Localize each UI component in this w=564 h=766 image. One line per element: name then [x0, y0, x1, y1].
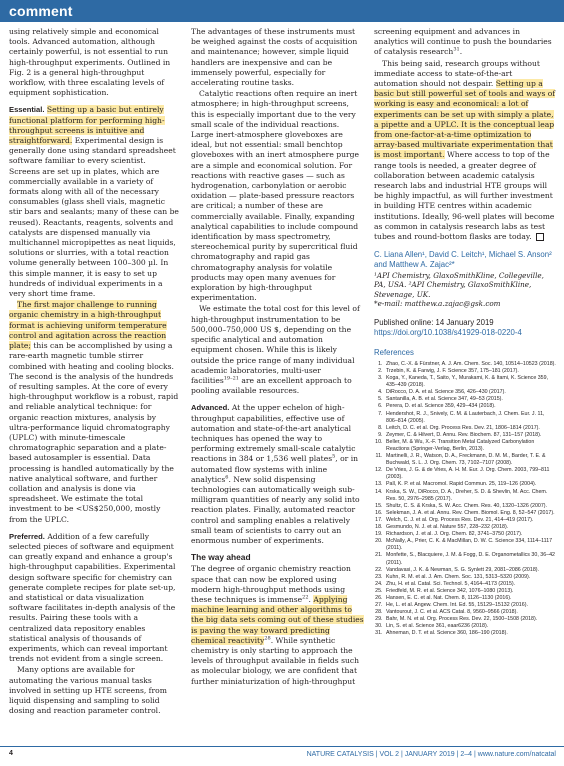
reference-item: 31. Ahneman, D. T. et al. Science 360, 186–190 (2018).: [384, 630, 556, 637]
paragraph: Many options are available for automating the various manual tasks involved in setting up HTE screens, from liquid dispensing and sampling to solid dosing and reaction parameter control.: [9, 665, 167, 716]
reference-item: 30. Lin, S. et al. Science 361, eaar6236 (2018).: [384, 623, 556, 630]
highlight: Applying machine learning and other algorithms to the big data sets coming out of these studies is paving the way toward predicting chemical reactivity: [191, 594, 364, 645]
citation: 19–21: [223, 375, 239, 382]
page-footer: [0, 746, 564, 761]
reference-item: 29. Bahr, M. N. et al. Org. Process Res. Dev. 22, 1500–1508 (2018).: [384, 616, 556, 623]
reference-item: 13. Pall, K. P. et al. Macromol. Rapid Commun. 25, 119–126 (2004).: [384, 481, 556, 488]
citation: 5: [332, 453, 336, 460]
text: The degree of organic chemistry reaction space that can now be explored using modern high-throughput methods using these techniques is immense: [191, 564, 351, 604]
citation: 6: [225, 474, 229, 481]
paragraph: [191, 304, 364, 396]
reference-item: 8. Leitch, D. C. et al. Org. Process Res. Dev. 21, 1806–1814 (2017).: [384, 425, 556, 432]
text: are an excellent approach to pooling available resources.: [191, 375, 352, 396]
highlight: Setting up a basic but still powerful set of tools and ways of working is easy and economical: a lot of experiments can be set up with simply a plate, a pipette and a UPLC. It is the conceptual leap from one-factor-at-a-time optimization to array-based multivariate experimentation that is most important.: [374, 79, 556, 160]
page-number: 4: [9, 750, 13, 757]
text: , or in automated flow systems with inline analytics: [191, 454, 359, 484]
citation: 28: [264, 635, 271, 642]
text: We estimate the total cost for this level of high-throughput instrumentation to be 500,000–750,000 US $, depending on the specific analytical and automation equipment chosen. While this is likely outside the price range of many individual academic laboratories, multi-user facilities: [191, 304, 360, 385]
text: . While synthetic chemistry is only starting to approach the levels of throughput available in fields such as molecular biology, we are confident that further miniaturization of high-throughput: [191, 635, 359, 686]
journal-info: NATURE CATALYSIS | VOL 2 | JANUARY 2019 | 2–4 | www.nature.com/natcatal: [306, 751, 556, 758]
reference-item: 18. Gesmundo, N. J. et al. Nature 557, 228–232 (2018).: [384, 524, 556, 531]
paragraph: The advantages of these instruments must be weighed against the costs of acquisition and maintenance; however, simple liquid handlers are inexpensive and can be immensely powerful, especially for accelerating routine tasks.: [191, 27, 358, 88]
paragraph: [9, 300, 179, 524]
reference-item: 22. Vandavasi, J. K. & Newman, S. G. Synlett 29, 2081–2086 (2018).: [384, 567, 556, 574]
preferred-lead: Preferred.: [9, 531, 45, 541]
text: screening equipment and advances in analytics will continue to push the boundaries of catalysis research: [374, 27, 552, 57]
citation: 31: [453, 46, 460, 53]
reference-item: 20. McNally, A., Prier, C. K. & MacMillan, D. W. C. Science 334, 1114–1117 (2011).: [384, 538, 556, 552]
publication-info: [374, 318, 556, 338]
reference-item: 5. Santanilla, A. B. et al. Science 347, 49–53 (2015).: [384, 396, 556, 403]
reference-item: 4. DiRocco, D. A. et al. Science 356, 426–430 (2017).: [384, 389, 556, 396]
reference-item: 16. Selekman, J. A. et al. Annu. Rev. Chem. Biomol. Eng. 8, 52–547 (2017).: [384, 510, 556, 517]
paragraph: [191, 564, 364, 686]
reference-item: 23. Kuhn, R. M. et al. J. Am. Chem. Soc. 131, 5313–5320 (2009).: [384, 574, 556, 581]
reference-item: 21. Monfette, S., Blacquiere, J. M. & Fogg, D. E. Organometallics 30, 36–42 (2011).: [384, 552, 556, 566]
text: .: [459, 47, 463, 57]
paragraph: Catalytic reactions often require an inert atmosphere; in high-throughput screens, this is especially important due to the very small scale of the individual reactions. Large inert-atmosphere gloveboxes are ideal, but not essential: small benchtop gloveboxes with an inert atmosphere purge are a simple and economical solution. For reactions with reactive gases — such as hydrogenation, carbonylation or aerobic oxidation — plate-based pressure reactors are critical; a number of these are commercially available. Finally, expanding analytical capabilities to include compound identification by mass spectrometry, stereochemical purity by supercritical fluid chromatography and rapid gas chromatography analysis for volatile products may open many avenues for exploration by high-throughput experimentation.: [191, 89, 359, 303]
essential-lead: Essential.: [9, 105, 45, 115]
reference-item: 12. De Vries, J. G. & de Vries, A. H. M. Eur. J. Org. Chem. 2003, 799–811 (2003).: [384, 467, 556, 481]
reference-item: 15. Shultz, C. S. & Krska, S. W. Acc. Chem. Res. 40, 1320–1326 (2007).: [384, 503, 556, 510]
text: Addition of a few carefully selected pieces of software and equipment can greatly expand and enhance a group's high-throughput capabilities. Experimental design software specific for chemistry can generate complete recipes for plate set-up, and statistical or data visualization software facilitates in-depth analysis of the results. Pairing these tools with a centralized data repository enables statistical analysis of thousands of experiments, which can reveal important trends not evident from a single screen.: [9, 531, 176, 664]
paragraph-essential: [9, 105, 179, 299]
citation: 22: [302, 594, 309, 601]
column-1: [9, 27, 179, 717]
references-heading: References: [374, 347, 414, 357]
reference-item: 11. Martinelli, J. R., Watson, D. A., Freckmann, D. M. M., Barder, T. E. & Buchwald, S. L. J. Org. Chem. 73, 7102–7107 (2008).: [384, 453, 556, 467]
reference-item: 19. Richardson, J. et al. J. Org. Chem. 82, 3741–3750 (2017).: [384, 531, 556, 538]
published-date: Published online: 14 January 2019: [374, 317, 494, 327]
section-heading: The way ahead: [191, 552, 251, 563]
reference-item: 14. Krska, S. W., DiRocco, D. A., Dreher, S. D. & Shevlin, M. Acc. Chem. Res. 50, 2976–2985 (2017).: [384, 489, 556, 503]
paragraph-preferred: [9, 532, 179, 665]
affiliations: ¹API Chemistry, GlaxoSmithKline, Collegeville, PA, USA. ²API Chemistry, GlaxoSmithKline, Stevenage, UK.: [374, 270, 544, 299]
reference-item: 28. Vantourout, J. C. et al. ACS Catal. 8, 9560–9566 (2018).: [384, 609, 556, 616]
reference-item: 1. Zhao, C.-X. & Fürstner, A. J. Am. Chem. Soc. 140, 10514–10523 (2018).: [384, 361, 556, 368]
highlight: The first major challenge to running organic chemistry in a high-throughput format is achieving uniform temperature control and agitation across the reaction plate;: [9, 300, 167, 351]
reference-item: 24. Zhu, H. et al. Catal. Sci. Technol. 5, 4164–4173 (2015).: [384, 581, 556, 588]
section-header: [0, 0, 564, 22]
text: Experimental design is generally done using standard spreadsheet software familiar to every scientist. Screens are set up in plates, which are commercially available in a variety of formats along with all of the necessary consumables (glass shell vials, magnetic stir bars and sealants; many of these can be reused). Reactants, reagents, solvents and catalysts are dispensed manually via multichannel micropipettes as neat liquids, solutions or slurries, with a total reaction volume generally between 100–300 µl. In this simple manner, it is easy to set up hundreds of individual experiments in a very short time frame.: [9, 136, 179, 299]
column-2: [191, 27, 364, 688]
reference-list: [374, 361, 556, 638]
reference-item: 6. Perera, D. et al. Science 359, 429–434 (2018).: [384, 403, 556, 410]
reference-item: 9. Zeymer, C. & Hilvert, D. Annu. Rev. Biochem. 87, 131–157 (2018).: [384, 432, 556, 439]
reference-item: 26. Hansen, E. C. et al. Nat. Chem. 8, 1126–1130 (2016).: [384, 595, 556, 602]
text: .: [308, 594, 314, 604]
text: . New solid dispensing technologies can automatically weigh sub-milligram quantities of nearly any solid into reaction plates. Finally, automated reactor control and sampling enables a relatively small team of scientists to carry out an enormous number of experiments.: [191, 474, 360, 545]
paragraph: [374, 59, 556, 243]
reference-item: 25. Friedfeld, M. R. et al. Science 342, 1076–1080 (2013).: [384, 588, 556, 595]
advanced-lead: Advanced.: [191, 403, 230, 413]
paragraph: using relatively simple and economical tools. Advanced automation, although certainly powerful, is not essential to run high-throughput experiments. Outlined in Fig. 2 is a general high-throughput workflow, with three escalating levels of equipment sophistication.: [9, 27, 171, 98]
email-link[interactable]: *e-mail: matthew.a.zajac@gsk.com: [374, 299, 501, 309]
doi-link[interactable]: https://doi.org/10.1038/s41929-018-0220-4: [374, 327, 522, 337]
text: this can be accomplished by using a rare-earth magnetic tumble stirrer combined with heating and cooling blocks. The second is the analysis of the hundreds of resulting samples. At the core of every high-throughput workflow is a robust, rapid and reliable analytical technique: for organic reaction mixtures, analysis by ultra-performance liquid chromatography (UPLC) with minute-timescale chromatographic separation and a plate-based autosampler is essential. Data processing is handled automatically by the native analytical software, and further collation and analysis is done via spreadsheet. We estimate the total investment to be <US$250,000, mostly from the UPLC.: [9, 341, 179, 524]
reference-item: 3. Koga, Y., Kaneda, T., Saito, Y., Murakami, K. & Itami, K. Science 359, 435–439 (2018).: [384, 375, 556, 389]
reference-item: 27. He, L. et al. Angew. Chem. Int. Ed. 55, 15129–15132 (2016).: [384, 602, 556, 609]
reference-item: 2. Trzebin, K. & Farwig, J. F. Science 357, 175–181 (2017).: [384, 368, 556, 375]
section-label: comment: [9, 3, 73, 19]
paragraph: [374, 27, 556, 58]
text: This being said, research groups without immediate access to state-of-the-art automation should not despair.: [374, 58, 540, 89]
reference-item: 10. Beller, M. & Wu, X.-F. Transition Metal Catalyzed Carbonylation Reactions (Springer-Verlag, Berlin, 2013).: [384, 439, 556, 453]
author-list: C. Liana Allen¹, David C. Leitch¹, Michael S. Anson² and Matthew A. Zajac²*: [374, 250, 552, 270]
end-of-article-icon: [536, 233, 544, 241]
highlight: Setting up a basic but entirely functional platform for performing high-throughput screens is intuitive and straightforward.: [9, 105, 165, 146]
reference-item: 7. Hendershot, R. J., Snively, C. M. & Lauterbach, J. Chem. Eur. J. 11, 806–814 (2005).: [384, 411, 556, 425]
column-3: [374, 27, 556, 638]
text: At the upper echelon of high-throughput capabilities, effective use of automation and state-of-the-art analytical techniques has opened the way to performing extremely small-scale catalytic reactions in 384 or 1,536 well plates: [191, 403, 356, 464]
paragraph-advanced: [191, 403, 364, 546]
text: Where access to top of the range tools is needed, a greater degree of collaboration between academic catalysis research labs and industrial HTE groups will be highly impactful, as will further investment in building HTE centres within academic institutions. Ideally, 96-well plates will become as common in catalysis research labs as test tubes and round-bottom flasks are today.: [374, 150, 555, 242]
reference-item: 17. Welch, C. J. et al. Org. Process Res. Dev. 21, 414–419 (2017).: [384, 517, 556, 524]
